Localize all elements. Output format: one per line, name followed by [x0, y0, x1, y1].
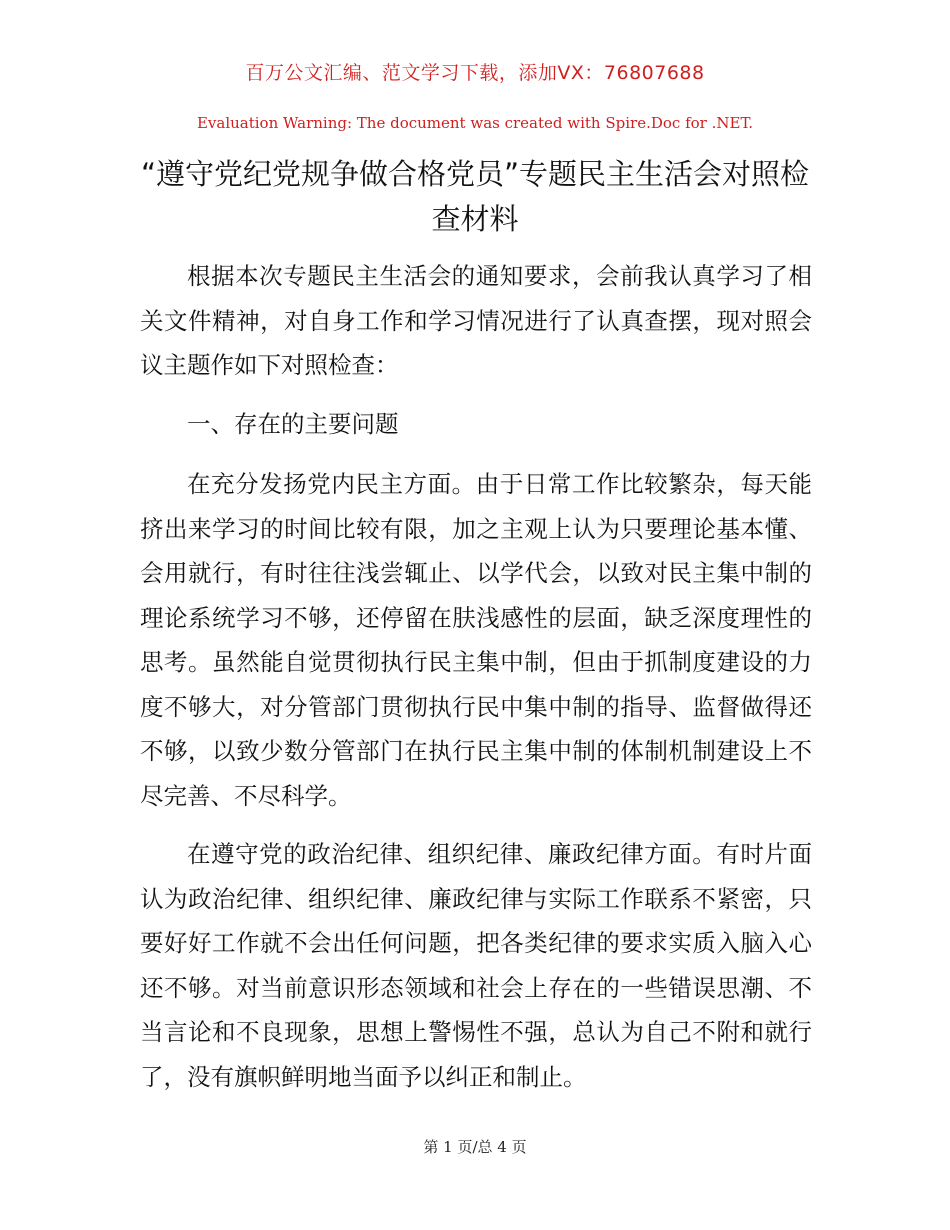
promo-header: 百万公文汇编、范文学习下载，添加VX：76807688: [245, 62, 705, 84]
body-paragraph: 在充分发扬党内民主方面。由于日常工作比较繁杂，每天能挤出来学习的时间比较有限，加之主观上认为只要理论基本懂、会用就行，有时往往浅尝辄止、以学代会，以致对民主集中制的理论系统学习不够，还停留在肤浅感性的层面，缺乏深度理性的思考。虽然能自觉贯彻执行民主集中制，但由于抓制度建设的力度不够大，对分管部门贯彻执行民中集中制的指导、监督做得还不够，以致少数分管部门在执行民主集中制的体制机制建设上不尽完善、不尽科学。: [140, 470, 812, 810]
section-heading: 一、存在的主要问题: [187, 409, 399, 438]
body-paragraph: 在遵守党的政治纪律、组织纪律、廉政纪律方面。有时片面认为政治纪律、组织纪律、廉政纪律与实际工作联系不紧密，只要好好工作就不会出任何问题，把各类纪律的要求实质入脑入心还不够。对当前意识形态领域和社会上存在的一些错误思潮、不当言论和不良现象，思想上警惕性不强，总认为自己不附和就行了，没有旗帜鲜明地当面予以纠正和制止。: [140, 840, 812, 1091]
document-body: [140, 254, 812, 1113]
intro-paragraph: 根据本次专题民主生活会的通知要求，会前我认真学习了相关文件精神，对自身工作和学习情况进行了认真查摆，现对照会议主题作如下对照检查：: [140, 262, 812, 379]
evaluation-warning: Evaluation Warning: The document was created with Spire.Doc for .NET.: [196, 114, 754, 132]
page-indicator: 第 1 页/总 4 页: [423, 1138, 527, 1156]
document-title: “遵守党纪党规争做合格党员”专题民主生活会对照检查材料: [140, 157, 810, 236]
